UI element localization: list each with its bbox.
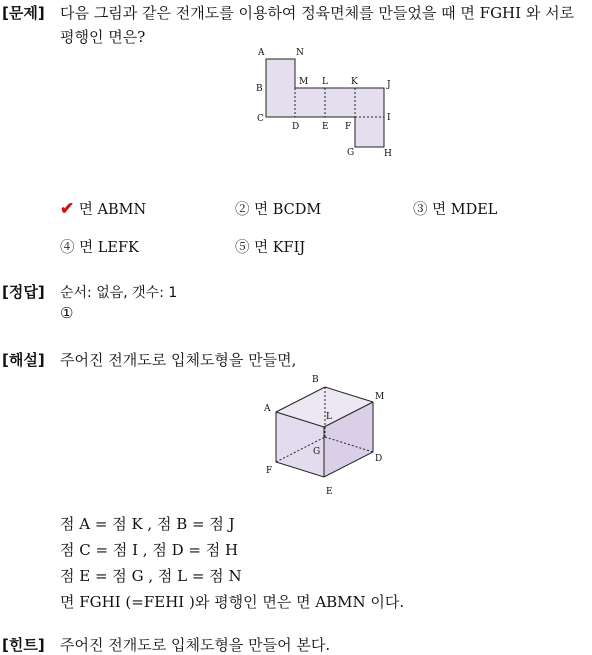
choice-1[interactable]	[60, 198, 146, 219]
check-mark-icon: ✔	[60, 199, 75, 219]
hint-text: 주어진 전개도로 입체도형을 만들어 본다.	[60, 636, 331, 654]
problem-text-line2: 평행인 면은?	[60, 28, 146, 46]
net-label-g: G	[347, 148, 355, 158]
choice-2[interactable]	[235, 198, 321, 219]
choice-1-text: 면 ABMN	[78, 202, 147, 218]
net-label-m: M	[299, 77, 309, 87]
cube-label-l: L	[326, 412, 332, 422]
choice-5[interactable]	[235, 236, 305, 257]
choice-4-text: 면 LEFK	[79, 240, 139, 256]
choice-3-number: ③	[413, 202, 428, 218]
net-label-h: H	[384, 149, 392, 159]
net-label-l: L	[322, 77, 328, 87]
cube-label-m: M	[375, 392, 385, 402]
net-label-k: K	[351, 77, 358, 87]
choice-3-text: 면 MDEL	[432, 202, 498, 218]
explanation-line-3: 점 E = 점 G , 점 L = 점 N	[60, 567, 242, 585]
cube-label-e: E	[326, 487, 333, 497]
explanation-line-4: 면 FGHI (=FEHI )와 평행인 면은 면 ABMN 이다.	[60, 593, 405, 611]
cube-label-f: F	[266, 466, 273, 476]
explanation-line-2: 점 C = 점 I , 점 D = 점 H	[60, 541, 239, 559]
problem-tag: [문제]	[2, 4, 45, 22]
net-label-i: I	[387, 113, 391, 123]
answer-value: ①	[60, 304, 74, 322]
explanation-tag: [해설]	[2, 351, 45, 369]
choice-4[interactable]	[60, 236, 139, 257]
net-label-a: A	[258, 48, 265, 58]
choice-2-number: ②	[235, 202, 250, 218]
problem-text-line1: 다음 그림과 같은 전개도를 이용하여 정육면체를 만들었을 때 면 FGHI 와 서로	[60, 4, 575, 22]
cube-figure	[260, 370, 390, 500]
hint-tag: [힌트]	[2, 636, 45, 654]
choice-5-number: ⑤	[235, 240, 250, 256]
cube-label-b: B	[312, 375, 319, 385]
net-label-n: N	[296, 48, 304, 58]
net-label-e: E	[322, 122, 329, 132]
cube-label-d: D	[375, 454, 383, 464]
answer-tag: [정답]	[2, 283, 45, 301]
choice-2-text: 면 BCDM	[254, 202, 322, 218]
explanation-intro: 주어진 전개도로 입체도형을 만들면,	[60, 351, 297, 369]
choice-3[interactable]	[413, 198, 497, 219]
net-label-c: C	[257, 114, 264, 124]
choice-4-number: ④	[60, 240, 75, 256]
cube-label-a: A	[264, 404, 271, 414]
cube-label-g: G	[313, 447, 321, 457]
net-label-f: F	[345, 122, 352, 132]
answer-meta: 순서: 없음, 갯수: 1	[60, 285, 178, 301]
choice-5-text: 면 KFIJ	[254, 240, 306, 256]
net-label-j: J	[387, 80, 391, 90]
net-label-b: B	[256, 84, 263, 94]
net-label-d: D	[292, 122, 300, 132]
cube-net-figure	[250, 44, 400, 160]
explanation-line-1: 점 A = 점 K , 점 B = 점 J	[60, 515, 235, 533]
